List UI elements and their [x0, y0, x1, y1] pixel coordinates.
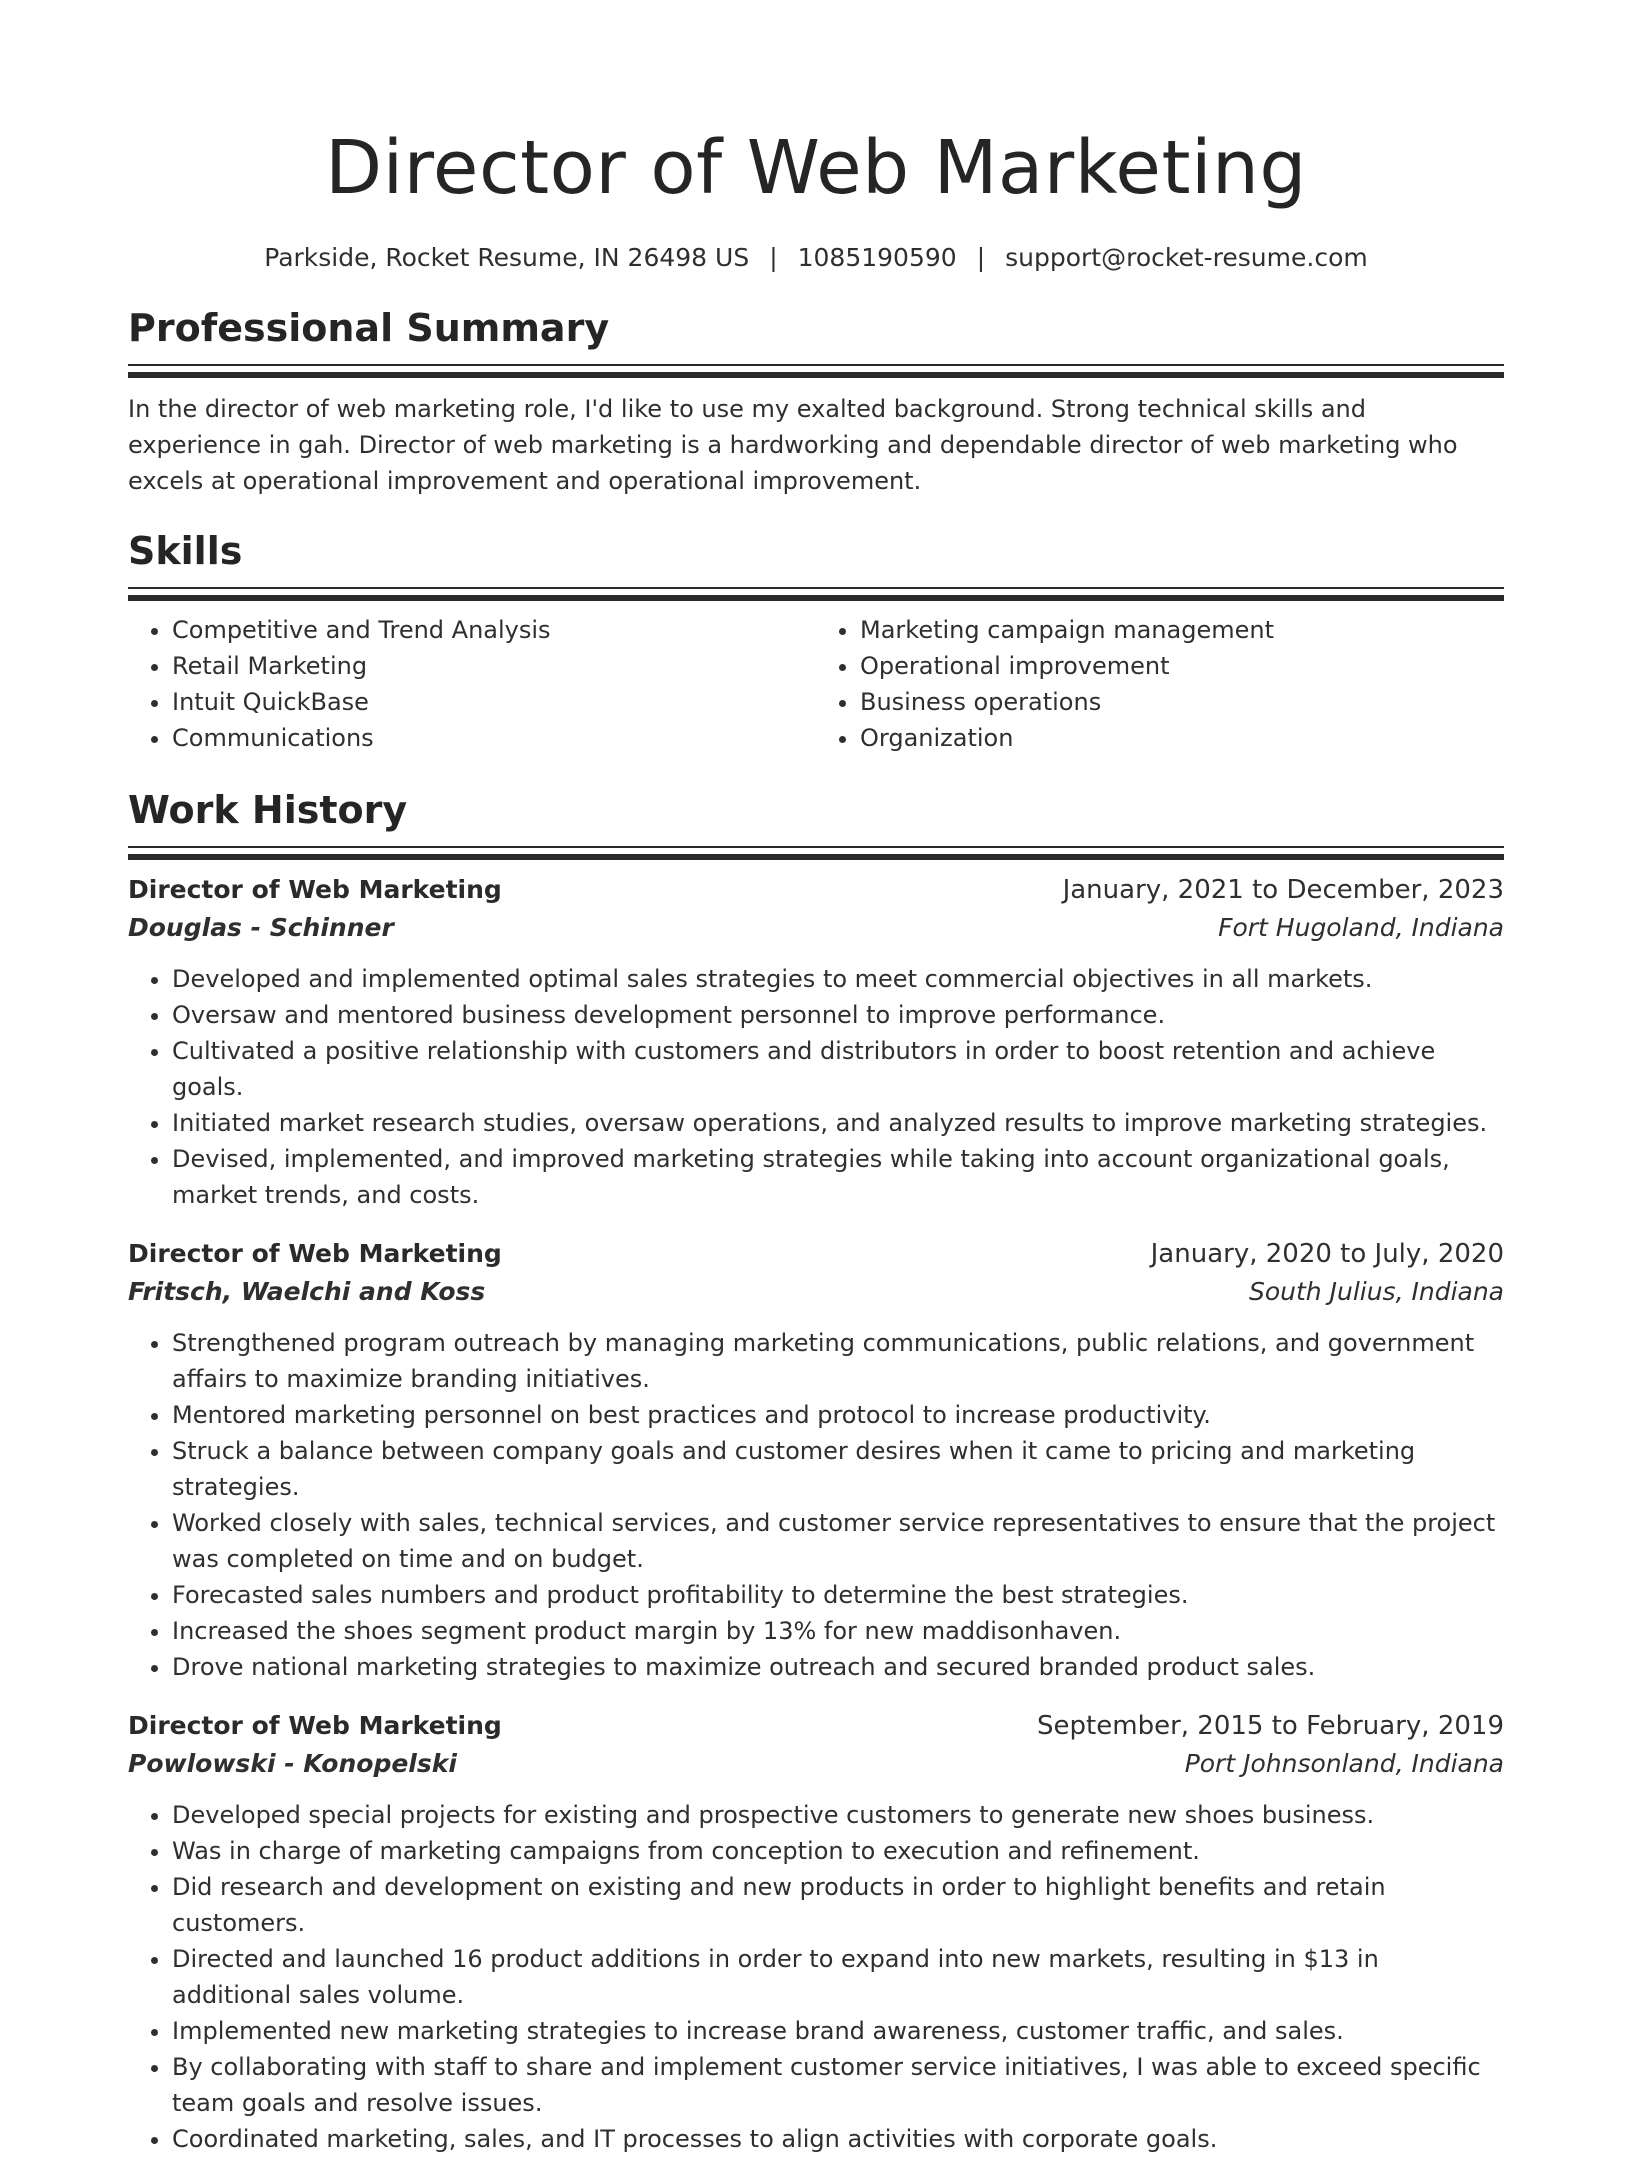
job-bullet: • Directed and launched 16 product additions in order to expand into new markets, resulting in $13 in additional sales volume. — [172, 1941, 1504, 2013]
job-entry — [128, 1235, 1504, 1685]
job-header — [128, 871, 1504, 909]
job-bullet: • Cultivated a positive relationship with customers and distributors in order to boost retention and achieve goals. — [172, 1033, 1504, 1105]
jobs-list — [128, 871, 1504, 2157]
skill-item: • Organization — [860, 720, 1504, 756]
skill-item: • Marketing campaign management — [860, 612, 1504, 648]
job-bullet: • Developed special projects for existing and prospective customers to generate new shoes business. — [172, 1797, 1504, 1833]
job-bullet: • Did research and development on existing and new products in order to highlight benefits and retain customers. — [172, 1869, 1504, 1941]
job-title: Director of Web Marketing — [128, 1711, 502, 1740]
section-divider — [128, 846, 1504, 853]
job-bullet: • Struck a balance between company goals and customer desires when it came to pricing and marketing strategies. — [172, 1433, 1504, 1505]
job-dates: January, 2020 to July, 2020 — [1150, 1239, 1504, 1269]
job-bullet: • Worked closely with sales, technical services, and customer service representatives to ensure that the project was completed on time and on budget. — [172, 1505, 1504, 1577]
skills-section — [128, 527, 1504, 756]
job-bullet: • Increased the shoes segment product margin by 13% for new maddisonhaven. — [172, 1613, 1504, 1649]
job-subheader — [128, 1745, 1504, 1783]
job-bullet: • Drove national marketing strategies to maximize outreach and secured branded product sales. — [172, 1649, 1504, 1685]
job-bullet: • Initiated market research studies, oversaw operations, and analyzed results to improve marketing strategies. — [172, 1105, 1504, 1141]
job-bullet: • Mentored marketing personnel on best practices and protocol to increase productivity. — [172, 1397, 1504, 1433]
skill-item: • Intuit QuickBase — [172, 684, 816, 720]
job-bullet: • By collaborating with staff to share and implement customer service initiatives, I was able to exceed specific team goals and resolve issues. — [172, 2049, 1504, 2121]
job-company: Fritsch, Waelchi and Koss — [128, 1277, 486, 1306]
job-company: Douglas - Schinner — [128, 913, 394, 942]
job-bullet: • Oversaw and mentored business development personnel to improve performance. — [172, 997, 1504, 1033]
skill-item: • Retail Marketing — [172, 648, 816, 684]
skills-columns — [128, 612, 1504, 756]
job-bullets — [128, 1325, 1504, 1685]
summary-heading: Professional Summary — [128, 306, 610, 350]
job-bullets — [128, 1797, 1504, 2157]
job-entry — [128, 871, 1504, 1213]
job-company: Powlowski - Konopelski — [128, 1749, 457, 1778]
section-divider — [128, 364, 1504, 371]
job-subheader — [128, 1273, 1504, 1311]
job-bullet: • Was in charge of marketing campaigns from conception to execution and refinement. — [172, 1833, 1504, 1869]
skill-item: • Business operations — [860, 684, 1504, 720]
job-header — [128, 1707, 1504, 1745]
summary-text: In the director of web marketing role, I'd like to use my exalted background. Strong technical skills and experience in gah. Director of web marketing is a hardworking and dependable director of web marketing who excels at operational improvement and operational improvement. — [128, 395, 1458, 495]
job-location: South Julius, Indiana — [1249, 1277, 1504, 1306]
job-location: Fort Hugoland, Indiana — [1218, 913, 1504, 942]
job-bullet: • Coordinated marketing, sales, and IT processes to align activities with corporate goals. — [172, 2121, 1504, 2157]
contact-separator: | — [769, 243, 778, 272]
skill-item: • Operational improvement — [860, 648, 1504, 684]
job-location: Port Johnsonland, Indiana — [1184, 1749, 1504, 1778]
job-bullet: • Devised, implemented, and improved marketing strategies while taking into account organizational goals, market trends, and costs. — [172, 1141, 1504, 1213]
job-dates: January, 2021 to December, 2023 — [1062, 875, 1504, 905]
summary-section — [128, 304, 1504, 499]
skills-heading: Skills — [128, 529, 243, 573]
contact-email: support@rocket-resume.com — [1005, 243, 1368, 272]
job-dates: September, 2015 to February, 2019 — [1037, 1711, 1504, 1741]
job-entry — [128, 1707, 1504, 2157]
contact-phone: 1085190590 — [797, 243, 957, 272]
job-title: Director of Web Marketing — [128, 875, 502, 904]
job-bullet: • Forecasted sales numbers and product profitability to determine the best strategies. — [172, 1577, 1504, 1613]
job-bullet: • Strengthened program outreach by managing marketing communications, public relations, and government affairs to maximize branding initiatives. — [172, 1325, 1504, 1397]
contact-address: Parkside, Rocket Resume, IN 26498 US — [264, 243, 750, 272]
job-bullets — [128, 961, 1504, 1213]
resume-name: Director of Web Marketing — [325, 125, 1307, 211]
job-title: Director of Web Marketing — [128, 1239, 502, 1268]
work-section — [128, 786, 1504, 2157]
skill-item: • Communications — [172, 720, 816, 756]
work-heading: Work History — [128, 788, 408, 832]
job-bullet: • Implemented new marketing strategies to increase brand awareness, customer traffic, and sales. — [172, 2013, 1504, 2049]
contact-separator: | — [976, 243, 986, 272]
skills-left-list — [128, 612, 816, 756]
job-header — [128, 1235, 1504, 1273]
job-bullet: • Developed and implemented optimal sales strategies to meet commercial objectives in all markets. — [172, 961, 1504, 997]
skill-item: • Competitive and Trend Analysis — [172, 612, 816, 648]
job-subheader — [128, 909, 1504, 947]
section-divider — [128, 587, 1504, 594]
skills-right-list — [816, 612, 1504, 756]
contact-line — [128, 242, 1504, 274]
